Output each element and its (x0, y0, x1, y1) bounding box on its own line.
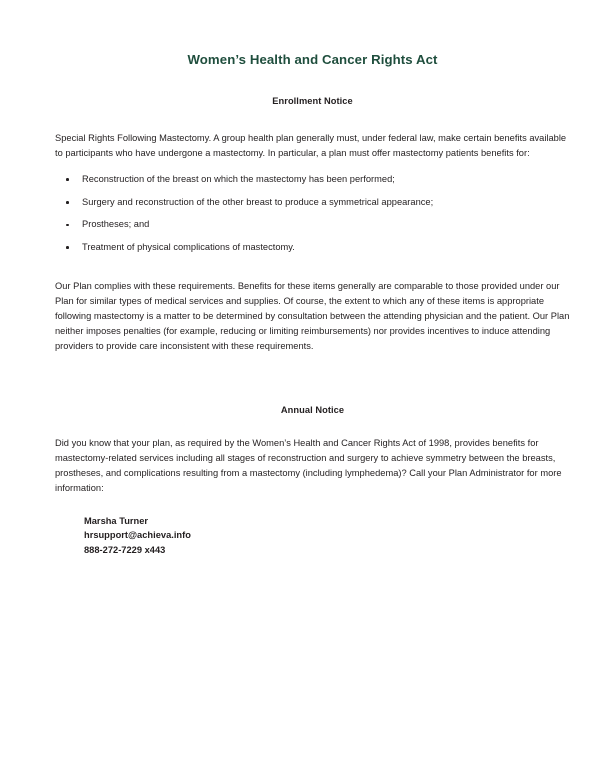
list-item (55, 174, 570, 185)
enrollment-notice-heading: Enrollment Notice (272, 95, 353, 106)
list-item-label: Surgery and reconstruction of the other breast to produce a symmetrical appearance; (82, 196, 434, 207)
contact-phone: 888-272-7229 x443 (84, 544, 166, 555)
list-item-label: Reconstruction of the breast on which the mastectomy has been performed; (82, 174, 395, 185)
compliance-paragraph: Our Plan complies with these requirements. Benefits for these items generally are comparable to those provided under our Plan for similar types of medical services and supplies. Of course, the extent to which any of these items is appropriate following mastectomy is a matter to be determined by consultation between the attending physician and the patient. Our Plan neither imposes penalties (for example, reducing or limiting reimbursements) nor provides incentives to induce attending providers to provide care inconsistent with these requirements. (55, 280, 570, 351)
benefits-list (55, 161, 570, 253)
bullet-icon (66, 201, 69, 204)
enrollment-intro-paragraph: Special Rights Following Mastectomy. A group health plan generally must, under federal law, make certain benefits available to participants who have undergone a mastectomy. In particular, a plan must offer mastectomy patients benefits for: (55, 133, 567, 159)
list-item (55, 219, 570, 230)
annual-notice-paragraph: Did you know that your plan, as required by the Women’s Health and Cancer Rights Act of 1998, provides benefits for mastectomy-related services including all stages of reconstruction and surgery to achieve symmetry between the breasts, prostheses, and complications resulting from a mastectomy (including lymphedema)? Call your Plan Administrator for more information: (55, 438, 562, 494)
contact-name: Marsha Turner (84, 516, 149, 527)
list-item-label: Treatment of physical complications of mastectomy. (82, 242, 295, 253)
bullet-icon (66, 224, 69, 227)
list-item-label: Prostheses; and (82, 219, 150, 230)
contact-email: hrsupport@achieva.info (84, 530, 191, 541)
bullet-icon (66, 178, 69, 181)
annual-notice-heading: Annual Notice (280, 404, 345, 415)
bullet-icon (66, 246, 69, 249)
plan-administrator-contact (55, 496, 570, 556)
document-content (55, 0, 570, 557)
list-item (55, 242, 570, 253)
page-title: Women’s Health and Cancer Rights Act (187, 52, 438, 67)
list-item (55, 197, 570, 208)
